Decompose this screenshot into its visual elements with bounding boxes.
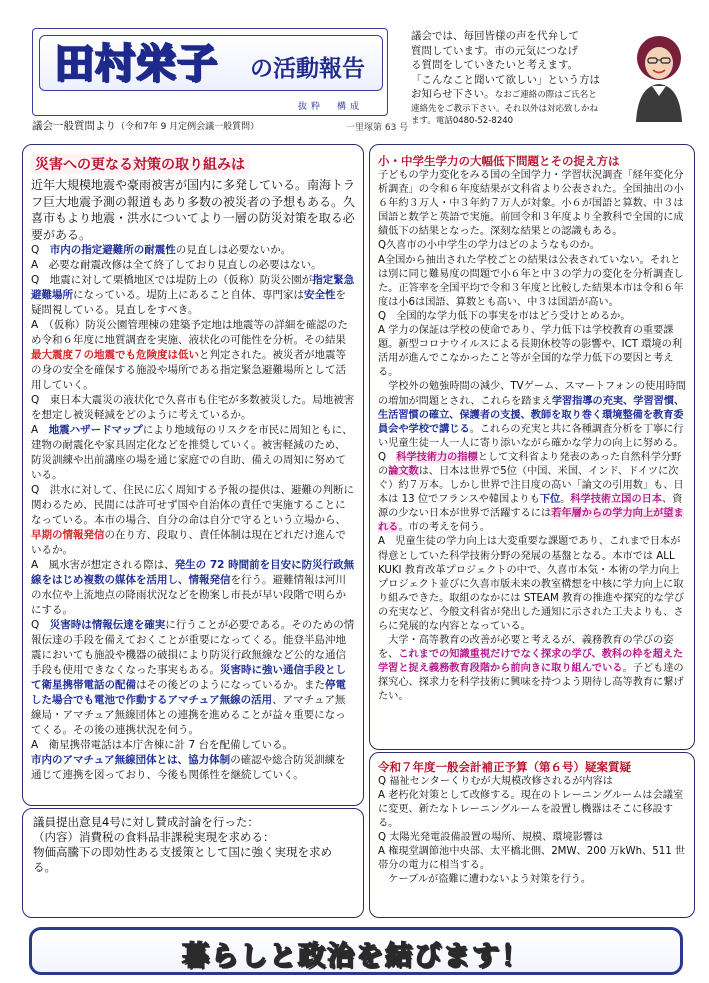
highlight-text: 若年層からの学力向上が望まれる [378, 508, 684, 534]
a-text: と判定された。被災者が地震等の身の安全を確保する施設や場所である指定緊急避難場所として活用していく。 [31, 349, 346, 391]
intro-line: る質問をしていきたいと考えます。 [411, 59, 579, 71]
qa-answer [31, 558, 355, 618]
highlight-text: 災害時は情報伝達を確実 [49, 619, 166, 631]
report-subtitle: の活動報告 [250, 56, 365, 82]
q-text: 、アマチュア無線局・アマチュア無線団体との連携を進めることが益々重要になってくる。その後の連携状況を伺う。 [31, 694, 346, 736]
a-text: 学校外の勉強時間の減少、TVゲーム、スマートフォンの使用時間の増加が問題とされ、これらを踏まえ [378, 381, 686, 407]
intro-text [411, 29, 631, 127]
session-main: 議会一般質問より [32, 120, 116, 132]
q-label: Q [31, 619, 50, 631]
highlight-text: 市内の指定避難所の耐震性 [49, 244, 176, 256]
session-detail: （令和7年 9 月定例会議一般質問） [116, 122, 260, 132]
a-text: 。子ども達の探究心、探求力を科学技術に興味を持つよう期待し高等教育に繋げたい。 [378, 663, 684, 703]
slogan-text: 暮らしと政治を結びます！ [182, 941, 530, 972]
academic-heading: 小・中学生学力の大幅低下問題とその捉え方は [378, 154, 620, 168]
qa-question: Q 全国的な学力低下の事実を市はどう受けとめるか。 [378, 310, 631, 322]
qa-answer: A 学力の保証は学校の使命であり、学力低下は学校教育の重要課題。新型コロナウイルスによる長期休校等の影響や、ICT 環境の利活用が進んでこなかったこと等が全国的な学力低下の要因と考える。 [378, 325, 683, 379]
q-text: の見直しは必要ないか。 [175, 244, 292, 256]
intro-contact-note: なおご連絡の際はご氏名と [494, 90, 597, 100]
intro-line: 「こんなこと聞いて欲しい」という方は [411, 73, 600, 86]
highlight-text: 科学技術力の指標 [396, 451, 478, 463]
qa-answer-cont [378, 634, 686, 704]
intro-line [411, 87, 631, 103]
qa-answer-cont [378, 380, 686, 450]
masthead-title-plate [39, 35, 383, 91]
highlight-text: 災害時に強い通信手段として衛星携帯電話の配備 [31, 664, 346, 691]
portrait-illustration [628, 30, 690, 122]
a-text: A 風水害が想定される際は、 [31, 559, 175, 571]
qa-answer: A 必要な耐震改修は全て終了しており見直しの必要はない。 [31, 259, 322, 271]
masthead [32, 28, 388, 116]
qa-question: Q久喜市の小中学生の学力はどのようなものか。 [378, 240, 600, 252]
qa-answer: A 児童生徒の学力向上は大変重要な課題であり、これまで日本が得意としていた科学技術分野の発展の基盤となる。本市では ALL KUKI 教育改革プロジェクトの中で、久喜市本気・本術の学力向上プロジェクト並びに久喜市版未来の教室構想を中核に学力向上に取り組みできた。取組のなかには STEAM 教育の推進や探究的な学びの充実など、今般文科省が発出した通知に示された工夫よりも、さらに発展的な内容となっている。 [378, 536, 685, 632]
q-text: 。 [560, 494, 571, 506]
intro-notice: お知らせ下さい。 [411, 88, 495, 100]
qa-answer [31, 318, 355, 393]
q-text: に行うことが必要である。そのための情報伝達の手段を備えておくことが重要になってくる。能登半島沖地震においても施設や機器の破損により防災行政無線など公的な通信手段も使用できなくなった事実もある。 [31, 619, 355, 676]
a-text: の確認や総合防災訓練を通じて連携を図っており、今後も関係性を継続していく。 [31, 754, 346, 781]
qa-question [378, 451, 686, 536]
qa-question [31, 618, 355, 738]
highlight-text: 科学技術立国の日本 [570, 494, 663, 506]
highlight-text: 地震ハザードマップ [48, 424, 143, 436]
q-text: として文科省より発表のあった自然科学分野の [378, 451, 682, 477]
q-label: Q [378, 451, 397, 463]
qa-question [31, 273, 355, 318]
academic-qa [378, 169, 686, 705]
slogan-banner [29, 927, 683, 975]
q-text: の在り方、段取り、責任体制は現在どれだけ進んでいるか。 [31, 529, 346, 556]
q-text: を疑問視している。見直しをすべき。 [31, 289, 346, 316]
budget-section [369, 752, 695, 918]
q-text: 、資源の少ない日本が世界で活躍するには [378, 494, 683, 520]
budget-qa [378, 775, 686, 887]
intro-contact-end: ます。 [411, 115, 436, 126]
excerpt-tag: 抜粋 構成 [297, 102, 363, 112]
q-text: Q 地震に対して栗橋地区では堤防上の（仮称）防災公園が [31, 274, 313, 286]
petition-line: 議員提出意見4号に対し賛成討論を行った： [33, 815, 259, 829]
intro-line: 質問しています。市の元気につなげ [411, 44, 578, 57]
councillor-name: 田村栄子 [54, 41, 218, 87]
qa-question: Q 太陽光発電設備設置の場所、規模、環境影響は [378, 832, 604, 843]
highlight-text: 下位 [539, 494, 561, 506]
highlight-text: 早期の情報発信 [31, 529, 105, 541]
intro-contact: 連絡先をご教示下さい。それ以外は対応致しかね [411, 103, 599, 114]
petition-section [22, 808, 364, 918]
phone-number: 電話0480-52-8240 [435, 115, 514, 126]
q-text: Q 洪水に対して、住民に広く周知する予報の提供は、避難の判断に関わるため、民間には許可せず国や自治体の責任で実施することになっている。本市の場合、自分の命は自分で守るという立場から、 [31, 484, 355, 526]
highlight-text: 論文数 [388, 465, 419, 477]
highlight-text: 安全性 [304, 289, 336, 301]
qa-question [31, 483, 355, 558]
qa-answer: A 権現堂調節池中央部、太平橋北側、2MW、200 万kWh、511 世帯分の電力に相当する。 [378, 846, 686, 871]
highlight-text: 市内のアマチュア無線団体とは、協力体制 [31, 754, 231, 766]
a-label: A [31, 424, 49, 436]
a-text: A （仮称）防災公園管理棟の建築予定地は地震等の詳細を確認のため令和６年度に地質調査を実施、液状化の可能性を分析。その結果 [31, 319, 348, 346]
q-text: 。市の考えを伺う。 [398, 522, 491, 534]
disaster-section [22, 144, 364, 806]
q-label: Q [31, 244, 50, 256]
highlight-text: 停電した場合でも電池で作動するアマチュア無線の活用 [31, 679, 346, 706]
qa-answer [31, 423, 355, 483]
qa-answer [31, 738, 355, 783]
qa-question [31, 243, 355, 258]
a-text: 。これらの充実と共に各種調査分析を丁寧に行い児童生徒一人一人に寄り添いながら確かな学力の向上に努める。 [378, 423, 684, 449]
qa-answer: A全国から抽出された学校ごとの結果は公表されていない。それとは別に同じ難易度の問題で小６年と中３の学力の変化を分析調査した。正答率を全国平均で令和３年度と比較した結果本市は令和６年度は小6は国語、算数とも高い、中３は国語が高い。 [378, 254, 684, 308]
session-label [32, 118, 259, 133]
budget-heading: 令和７年度一般会計補正予算（第６号）疑案質疑 [378, 760, 631, 774]
highlight-text: 最大震度７の地震でも危険度は低い [31, 349, 199, 361]
disaster-qa [31, 243, 355, 783]
qa-answer-cont: ケーブルが盗難に遭わないよう対策を行う。 [378, 874, 592, 885]
petition-line: 物価高騰下の即効性ある支援策として国に強く実現を求める。 [33, 845, 332, 874]
academic-section [369, 144, 695, 750]
intro-phone [411, 115, 631, 127]
academic-intro: 子どもの学力変化をみる国の全国学力・学習状況調査「経年変化分析調査」の令和６年度結果が文科省より公表された。全国抽出の小６年約３万人・中３年約７万人が対象。小６が国語と算数、中３は国語と数学と英語で実施。前回令和３年度より全教科で全国的に成績低下の結果となった。深刻な結果との認識もある。 [378, 170, 684, 238]
disaster-heading: 災害への更なる対策の取り組みは [31, 154, 249, 174]
highlight-text: 指定緊急避難場所 [31, 274, 355, 301]
q-text: はその後どのようになっているか。また [136, 679, 325, 691]
a-text: により地域毎のリスクを市民に周知ともに、建物の耐震化や家具固定化などを推奨していく。被害軽減のため、防災訓練や出前講座の場を通じ家庭での自助、備えの周知に努めている。 [31, 424, 353, 481]
q-text: になっている。堤防上にあること自体、専門家は [73, 289, 304, 301]
highlight-text: 発生の 72 時間前を目安に防災行政無線をはじめ複数の媒体を活用し、情報発信 [31, 559, 355, 586]
highlight-text: 学習指導の充実、学習習慣、生活習慣の確立、保護者の支援、教師を取り巻く環境整備を教育委員会や学校で講じる [378, 395, 685, 435]
issue-number: 一里塚第 63 号 [346, 123, 409, 133]
petition-line: （内容）消費税の食料品非課税実現を求める： [33, 830, 275, 844]
qa-question: Q 東日本大震災の液状化で久喜市も住宅が多数被災した。局地被害を想定し被災軽減をどのように考えているか。 [31, 394, 355, 421]
disaster-intro: 近年大規模地震や豪雨被害が国内に多発している。南海トラフ巨大地震予測の報道もあり多数の被災者の予想もある。久喜市もより地震・洪水についてより一層の防災対策を取る必要がある。 [31, 178, 356, 242]
a-text: を行う。避難情報は河川の水位や上流地点の降雨状況などを勘案し市長が早い段階で明らかにする。 [31, 574, 346, 616]
qa-question: Q 福祉センターくりむが大規模改修されるが内容は [378, 776, 613, 787]
a-text: A 衛星携帯電話は本庁舎棟に計 7 台を配備している。 [31, 739, 294, 751]
intro-line: 議会では、毎回皆様の声を代弁して [411, 30, 579, 42]
highlight-text: これまでの知識重視だけでなく探求の学び、教科の枠を超えた学習と捉え義務教育段階から前向きに取り組んでいる [378, 649, 684, 675]
qa-answer: A 老朽化対策として改修する。現在のトレーニングルームは会議室に変更、新たなトレーニングルームを設置し機器はそこに移設する。 [378, 790, 684, 829]
a-text: 大学・高等教育の改善が必要と考えるが、義務教育の学びの姿を、 [378, 635, 674, 661]
q-text: は、日本は世界で5位（中国、米国、インド、ドイツに次ぐ）約７万本。しかし世界で注目度の高い「論文の引用数」も、日本は 13 位でフランスや韓国よりも [378, 465, 684, 506]
